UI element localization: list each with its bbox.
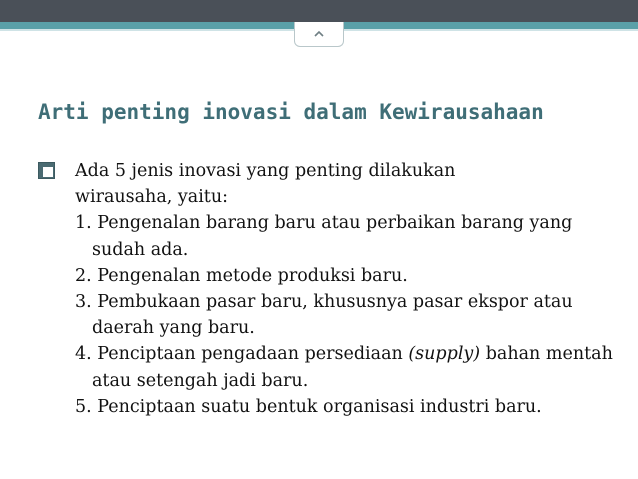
bullet-item <box>38 158 628 420</box>
intro-line-1: Ada 5 jenis inovasi yang penting dilakukan <box>75 161 456 181</box>
list-item-3: 3. Pembukaan pasar baru, khususnya pasar ekspor atau daerah yang baru. <box>75 292 573 339</box>
slide-tab <box>294 22 344 47</box>
intro-text <box>75 158 628 210</box>
list-item-4-italic: (supply) <box>408 344 481 365</box>
list-item-2: 2. Pengenalan metode produksi baru. <box>75 265 408 286</box>
slide-title: Arti penting inovasi dalam Kewirausahaan <box>38 100 544 124</box>
list-item-5: 5. Penciptaan suatu bentuk organisasi industri baru. <box>75 396 542 417</box>
list-item-4-after: bahan mentah atau setengah jadi baru. <box>92 344 613 391</box>
innovation-list <box>75 210 628 420</box>
intro-line-2: wirausaha, yaitu: <box>75 187 229 208</box>
checkbox-bullet-icon <box>38 162 55 179</box>
chevron-up-icon <box>312 27 326 41</box>
list-item-4-text: 4. Penciptaan pengadaan persediaan <box>75 344 409 365</box>
list-item-4 <box>75 341 628 393</box>
top-banner <box>0 0 638 22</box>
list-item-1: 1. Pengenalan barang baru atau perbaikan barang yang sudah ada. <box>75 213 573 260</box>
slide-body <box>38 158 628 420</box>
